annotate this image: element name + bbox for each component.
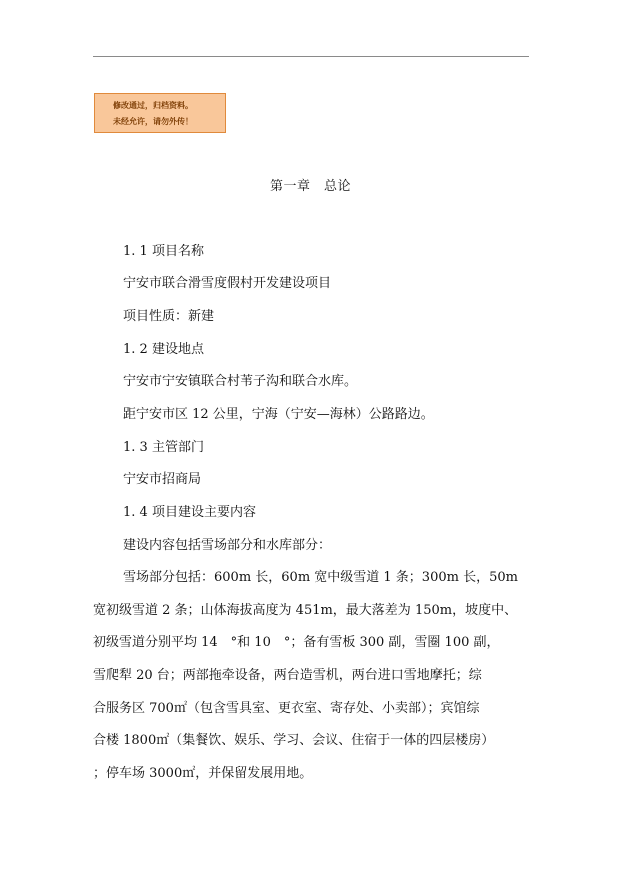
- section-4-heading: 1. 4 项目建设主要内容: [123, 505, 256, 520]
- chapter-title: 第一章 总论: [269, 179, 351, 194]
- notice-line-2: 未经允许，请勿外传！: [113, 117, 193, 126]
- content-paragraph-line: 合服务区 700㎡（包含雪具室、更衣室、寄存处、小卖部）；宾馆综: [93, 701, 480, 716]
- project-nature: 项目性质：新建: [123, 309, 215, 324]
- content-paragraph-line: ；停车场 3000㎡，并保留发展用地。: [93, 766, 313, 781]
- content-paragraph-line: 宽初级雪道 2 条；山体海拔高度为 451m，最大落差为 150m，坡度中、: [93, 603, 518, 618]
- section-3-heading: 1. 3 主管部门: [123, 440, 204, 455]
- section-2-heading: 1. 2 建设地点: [123, 342, 204, 357]
- notice-line-1: 修改通过，归档资料。: [113, 101, 193, 110]
- header-rule: [93, 56, 529, 57]
- content-paragraph-line: 雪爬犁 20 台；两部拖牵设备，两台造雪机，两台进口雪地摩托；综: [93, 668, 482, 683]
- content-paragraph-line: 雪场部分包括：600m 长，60m 宽中级雪道 1 条；300m 长，50m: [123, 570, 518, 585]
- construction-intro: 建设内容包括雪场部分和水库部分：: [123, 538, 332, 553]
- content-paragraph-line: 初级雪道分别平均 14 °和 10 °；备有雪板 300 副，雪圈 100 副，: [93, 635, 500, 650]
- section-1-heading: 1. 1 项目名称: [123, 244, 204, 259]
- archive-notice-box: [94, 93, 226, 133]
- project-location: 宁安市宁安镇联合村苇子沟和联合水库。: [123, 374, 358, 389]
- content-paragraph-line: 合楼 1800㎡（集餐饮、娱乐、学习、会议、住宿于一体的四层楼房）: [93, 733, 495, 748]
- project-name: 宁安市联合滑雪度假村开发建设项目: [123, 276, 332, 291]
- managing-department: 宁安市招商局: [123, 472, 202, 487]
- project-distance: 距宁安市区 12 公里，宁海（宁安—海林）公路路边。: [123, 407, 434, 422]
